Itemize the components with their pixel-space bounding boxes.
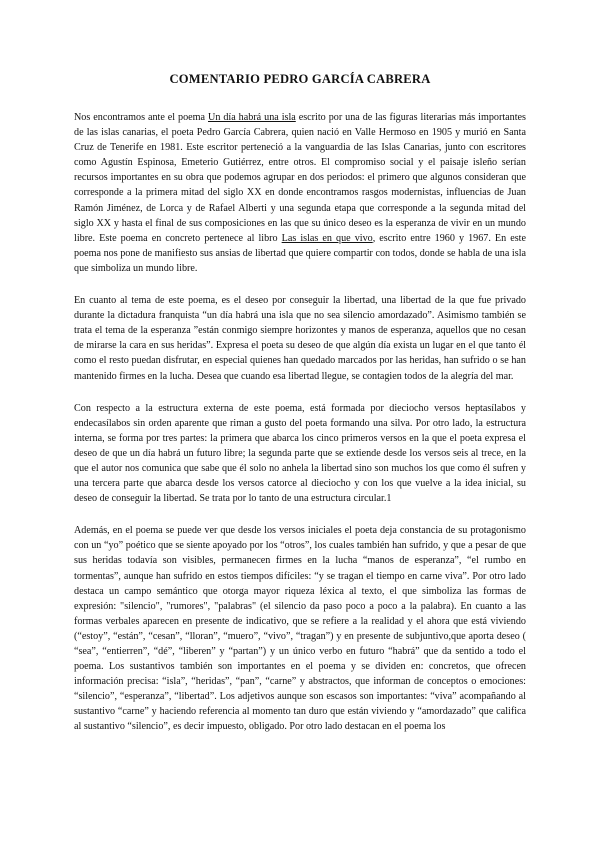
- poem-title: Un día habrá una isla: [208, 112, 296, 123]
- text-segment: Además, en el poema se puede ver que desde los versos iniciales el poeta deja constancia de su protagonismo con un “yo” poético que se siente apoyado por los “otros”, los cuales también han sufrido, y que a pesar de que sus heridas todavía son visibles, permanecen firmes en la lucha “manos de esperanza”, “el rumbo en tormentas”, aunque han sufrido en estos tiempos difíciles: “y se tragan el tiempo en carne viva”. Por otro lado destaca un campo semántico que otorga mayor riqueza léxica al texto, el que simboliza las formas de expresión: "silencio", "rumores", "palabras" (el silencio da paso poco a poco a la palabra). En cuanto a las formas verbales aparecen en presente de indicativo, que se refiere a la realidad y el ahora que está viviendo (“estoy”, “están”, “cesan”, “lloran”, “muero”, “vivo”, “tragan”) y en presente de subjuntivo,que aporta deseo ( “sea”, “entierren”, “dé”, “liberen” y “partan”) y un único verbo en futuro “habrá” que da sentido a todo el poema. Los sustantivos también son importantes en el poema y se dividen en: concretos, que ofrecen información precisa: “isla”, “heridas”, “pan”, “carne” y abstractos, que informan de conceptos o emociones: “silencio”, “esperanza”, “libertad”. Los adjetivos aunque son escasos son importantes: “viva” acompañando al sustantivo “carne” y haciendo referencia al momento tan duro que están viviendo y “amordazado” que califica al sustantivo “silencio”, es decir impuesto, obligado. Por otro lado destacan en el poema los: [74, 525, 526, 733]
- paragraph-structure: [74, 401, 526, 507]
- paragraph-introduction: [74, 110, 526, 276]
- text-segment: En cuanto al tema de este poema, es el deseo por conseguir la libertad, una libertad de la que fue privado durante la dictadura franquista “un día habrá una isla que no sea silencio amordazado”. Asimismo también se trata el tema de la esperanza ”están conmigo siempre horizontes y manos de esperanza, aquellos que no cesan de mirarse la cara en sus heridas”. Expresa el poeta su deseo de que algún día exista un lugar en el que tanto él como el resto puedan disfrutar, en especial quienes han quedado marcados por las heridas, han sufrido o se han mantenido firmes en la lucha. Desea que cuando esa libertad llegue, se contagien todos de la alegría del mar.: [74, 295, 526, 382]
- text-segment: , escrito entre 1960 y 1967. En este poema nos pone de manifiesto sus ansias de libertad que quiere compartir con todos, donde se habla de una isla que simboliza un mundo libre.: [74, 232, 526, 274]
- text-segment: Con respecto a la estructura externa de este poema, está formada por dieciocho versos heptasílabos y endecasílabos sin orden aparente que riman a gusto del poeta formando una silva. Por otro lado, la estructura interna, se forma por tres partes: la primera que abarca los cinco primeros versos en la que el poeta expresa el deseo de que un día habrá un futuro libre; la segunda parte que se extiende desde los versos seis al trece, en la que el autor nos comunica que sabe que él solo no anhela la libertad sino son muchos los que como él sufren y una tercera parte que abarca desde los versos catorce al dieciocho y con los que vuelve a la idea inicial, su deseo de conseguir la libertad. Se trata por lo tanto de una estructura circular.1: [74, 402, 526, 505]
- document-title: COMENTARIO PEDRO GARCÍA CABRERA: [169, 72, 431, 86]
- text-segment: Nos encontramos ante el poema: [74, 112, 209, 123]
- text-segment: escrito por una de las figuras literarias más importantes de las islas canarias, el poeta Pedro García Cabrera, quien nació en Valle Hermoso en 1905 y murió en Santa Cruz de Tenerife en 1981. Este escritor perteneció a la vanguardia de las Islas Canarias, junto con escritores como Agustín Espinosa, Emeterio Gutiérrez, entre otros. El compromiso social y el paisaje isleño serían recursos importantes en su obra que podemos agrupar en dos periodos: el primero que algunos consideran que corresponde a la primera mitad del siglo XX en donde encontramos rasgos modernistas, influencias de Juan Ramón Jiménez, de Lorca y de Rafael Alberti y una segunda etapa que corresponde a la segunda mitad del siglo XX y hasta el final de sus composiciones en las que su único deseo es la esperanza de vivir en un mundo libre. Este poema en concreto pertenece al libro: [74, 112, 526, 244]
- paragraph-theme: [74, 293, 526, 384]
- book-title: Las islas en que vivo: [281, 232, 373, 244]
- paragraph-analysis: [74, 523, 526, 734]
